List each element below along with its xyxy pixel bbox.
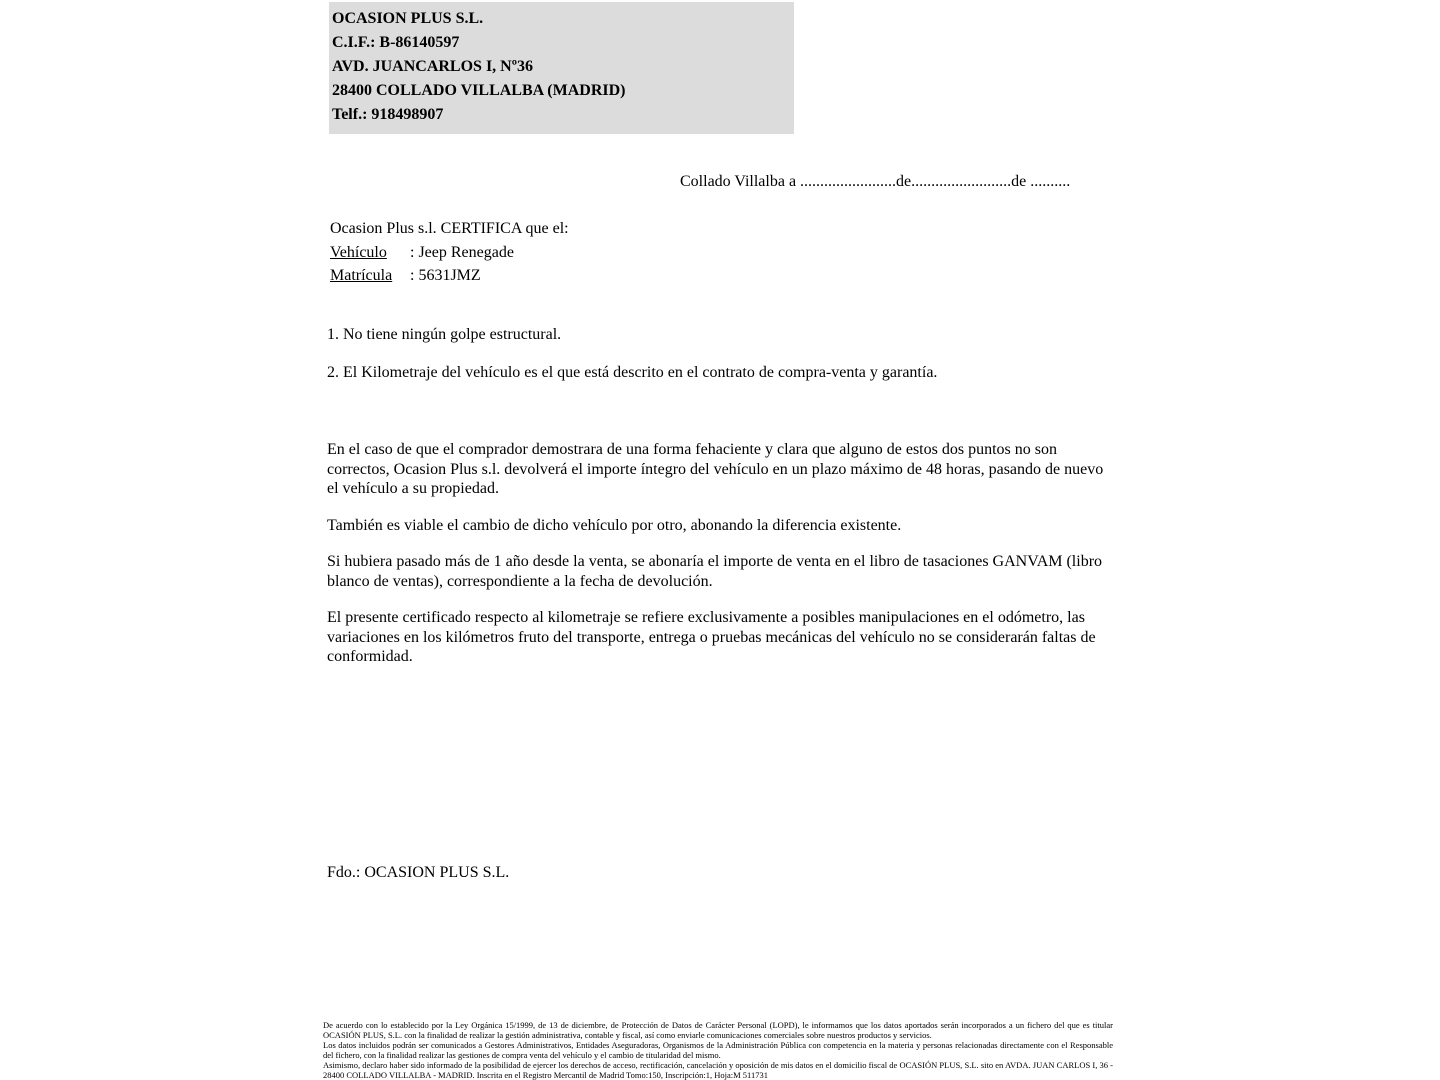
footer-lopd-paragraph: De acuerdo con lo establecido por la Ley Orgánica 15/1999, de 13 de diciembre, de Protección de Datos de Carácter Personal (LOPD), le informamos que los datos aportados serán incorporados a un fichero del que es titular OCASIÓN PLUS, S.L. con la finalidad de realizar la gestión administrativa, contable y fiscal, así como enviarle comunicaciones comerciales sobre nuestros productos y servicios. <box>323 1020 1113 1040</box>
company-city: 28400 COLLADO VILLALBA (MADRID) <box>332 82 626 99</box>
plate-label: Matrícula <box>330 267 393 284</box>
company-phone: Telf.: 918498907 <box>332 106 444 123</box>
paragraph-exchange: También es viable el cambio de dicho vehículo por otro, abonando la diferencia existente. <box>327 516 902 534</box>
signature-line: Fdo.: OCASION PLUS S.L. <box>327 864 510 881</box>
company-cif: C.I.F.: B-86140597 <box>332 34 460 51</box>
point-1: 1. No tiene ningún golpe estructural. <box>327 326 562 343</box>
vehicle-label: Vehículo <box>330 243 387 261</box>
paragraph-odometer: El presente certificado respecto al kilometraje se refiere exclusivamente a posibles manipulaciones en el odómetro, las variaciones en los kilómetros fruto del transporte, entrega o pruebas mecánicas del vehículo no se considerarán faltas de conformidad. <box>327 609 1096 665</box>
date-line: Collado Villalba a ........................de.........................de .......... <box>680 173 1071 190</box>
points-block <box>327 325 1117 401</box>
certify-block <box>330 217 569 288</box>
footer-data-sharing-paragraph: Los datos incluidos podrán ser comunicados a Gestores Administrativos, Entidades Aseguradoras, Organismos de la Administración Pública con competencia en la materia y personas relacionadas directamente con el Responsable del fichero, con la finalidad realizar las gestiones de compra venta del vehículo y el cambio de titularidad del mismo. <box>323 1040 1113 1060</box>
body-paragraphs <box>327 440 1107 684</box>
certify-intro: Ocasion Plus s.l. CERTIFICA que el: <box>330 220 569 237</box>
point-2: 2. El Kilometraje del vehículo es el que está descrito en el contrato de compra-venta y garantía. <box>327 364 938 381</box>
paragraph-ganvam: Si hubiera pasado más de 1 año desde la venta, se abonaría el importe de venta en el libro de tasaciones GANVAM (libro blanco de ventas), correspondiente a la fecha de devolución. <box>327 553 1103 590</box>
paragraph-refund: En el caso de que el comprador demostrara de una forma fehaciente y clara que alguno de estos dos puntos no son correctos, Ocasion Plus s.l. devolverá el importe íntegro del vehículo en un plazo máximo de 48 horas, pasando de nuevo el vehículo a su propiedad. <box>327 441 1104 497</box>
vehicle-row <box>330 241 569 265</box>
company-name: OCASION PLUS S.L. <box>332 10 484 27</box>
footer-rights-paragraph: Asimismo, declaro haber sido informado de la posibilidad de ejercer los derechos de acceso, rectificación, cancelación y oposición de mis datos en el domicilio fiscal de OCASIÓN PLUS, S.L. sito en AVDA. JUAN CARLOS I, 36 - 28400 COLLADO VILLALBA - MADRID. Inscrita en el Registro Mercantil de Madrid Tomo:150, Inscripción:1, Hoja:M 511731 <box>323 1060 1113 1080</box>
plate-row <box>330 264 569 288</box>
plate-value: : 5631JMZ <box>410 267 481 284</box>
company-header-block <box>329 2 794 134</box>
company-address: AVD. JUANCARLOS I, Nº36 <box>332 58 534 75</box>
vehicle-value: : Jeep Renegade <box>410 243 514 261</box>
legal-footer <box>323 1020 1113 1080</box>
